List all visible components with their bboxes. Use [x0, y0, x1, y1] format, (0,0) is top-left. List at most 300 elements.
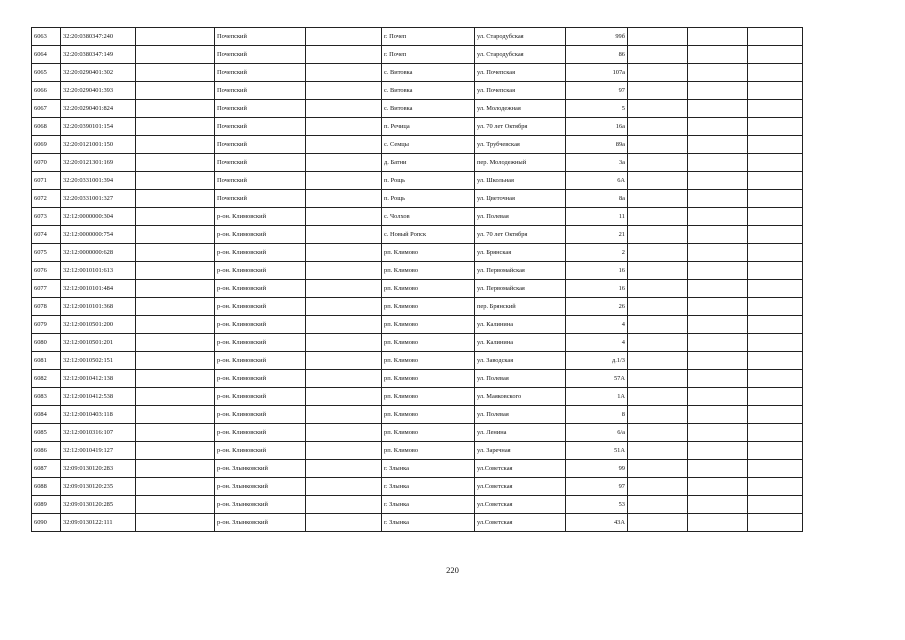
- locality-cell: с. Витовка: [382, 64, 475, 82]
- empty-cell: [748, 460, 803, 478]
- empty-cell: [628, 370, 688, 388]
- empty-cell: [628, 496, 688, 514]
- table-row: [32, 64, 803, 82]
- empty-cell: [306, 352, 382, 370]
- house-number-cell: 3а: [566, 154, 628, 172]
- locality-cell: г. Почеп: [382, 28, 475, 46]
- empty-cell: [628, 100, 688, 118]
- street-cell: ул. Стародубская: [475, 28, 566, 46]
- cadastral-number-cell: 32:12:0010101:613: [61, 262, 136, 280]
- locality-cell: г. Злынка: [382, 496, 475, 514]
- row-number-cell: 6073: [32, 208, 61, 226]
- empty-cell: [136, 82, 215, 100]
- house-number-cell: 5: [566, 100, 628, 118]
- empty-cell: [748, 226, 803, 244]
- page-number: 220: [446, 565, 459, 575]
- cadastral-number-cell: 32:20:0290401:302: [61, 64, 136, 82]
- house-number-cell: 6/а: [566, 424, 628, 442]
- table-row: [32, 28, 803, 46]
- street-cell: ул. Полевая: [475, 406, 566, 424]
- empty-cell: [688, 190, 748, 208]
- cadastral-number-cell: 32:12:0000000:628: [61, 244, 136, 262]
- cadastral-number-cell: 32:09:0130120:283: [61, 460, 136, 478]
- empty-cell: [688, 28, 748, 46]
- locality-cell: г. Злынка: [382, 478, 475, 496]
- row-number-cell: 6072: [32, 190, 61, 208]
- empty-cell: [306, 514, 382, 532]
- empty-cell: [306, 100, 382, 118]
- house-number-cell: 43А: [566, 514, 628, 532]
- table-row: [32, 226, 803, 244]
- street-cell: ул. Почепская: [475, 64, 566, 82]
- empty-cell: [136, 226, 215, 244]
- row-number-cell: 6079: [32, 316, 61, 334]
- empty-cell: [306, 226, 382, 244]
- empty-cell: [628, 442, 688, 460]
- row-number-cell: 6063: [32, 28, 61, 46]
- cadastral-number-cell: 32:20:0331001:394: [61, 172, 136, 190]
- table-row: [32, 352, 803, 370]
- house-number-cell: 99: [566, 460, 628, 478]
- house-number-cell: 53: [566, 496, 628, 514]
- house-number-cell: 57А: [566, 370, 628, 388]
- empty-cell: [688, 514, 748, 532]
- row-number-cell: 6087: [32, 460, 61, 478]
- empty-cell: [136, 514, 215, 532]
- empty-cell: [628, 154, 688, 172]
- empty-cell: [748, 28, 803, 46]
- locality-cell: п. Рощь: [382, 172, 475, 190]
- house-number-cell: 8: [566, 406, 628, 424]
- empty-cell: [748, 136, 803, 154]
- district-cell: Почепский: [215, 154, 306, 172]
- locality-cell: рп. Климово: [382, 406, 475, 424]
- locality-cell: п. Рощь: [382, 190, 475, 208]
- empty-cell: [628, 280, 688, 298]
- empty-cell: [748, 46, 803, 64]
- table-row: [32, 388, 803, 406]
- empty-cell: [136, 388, 215, 406]
- row-number-cell: 6086: [32, 442, 61, 460]
- empty-cell: [306, 298, 382, 316]
- district-cell: р-он. Климовский: [215, 370, 306, 388]
- empty-cell: [688, 64, 748, 82]
- empty-cell: [136, 118, 215, 136]
- empty-cell: [748, 154, 803, 172]
- table-row: [32, 334, 803, 352]
- house-number-cell: 16а: [566, 118, 628, 136]
- district-cell: р-он. Климовский: [215, 298, 306, 316]
- empty-cell: [748, 262, 803, 280]
- empty-cell: [688, 262, 748, 280]
- table-body: [32, 28, 803, 532]
- cadastral-number-cell: 32:12:0010101:484: [61, 280, 136, 298]
- street-cell: ул. Калинина: [475, 316, 566, 334]
- empty-cell: [688, 136, 748, 154]
- empty-cell: [748, 298, 803, 316]
- district-cell: р-он. Злынковский: [215, 496, 306, 514]
- house-number-cell: 11: [566, 208, 628, 226]
- empty-cell: [688, 82, 748, 100]
- street-cell: ул. Почепская: [475, 82, 566, 100]
- empty-cell: [688, 298, 748, 316]
- table-row: [32, 424, 803, 442]
- house-number-cell: 86: [566, 46, 628, 64]
- locality-cell: с. Витовка: [382, 82, 475, 100]
- empty-cell: [688, 334, 748, 352]
- empty-cell: [136, 208, 215, 226]
- district-cell: Почепский: [215, 100, 306, 118]
- cadastral-number-cell: 32:12:0000000:304: [61, 208, 136, 226]
- street-cell: ул. Брянская: [475, 244, 566, 262]
- table-row: [32, 190, 803, 208]
- empty-cell: [748, 118, 803, 136]
- cadastral-number-cell: 32:12:0010412:138: [61, 370, 136, 388]
- district-cell: р-он. Климовский: [215, 334, 306, 352]
- house-number-cell: 99б: [566, 28, 628, 46]
- empty-cell: [748, 208, 803, 226]
- empty-cell: [136, 406, 215, 424]
- empty-cell: [688, 118, 748, 136]
- house-number-cell: 8а: [566, 190, 628, 208]
- district-cell: р-он. Климовский: [215, 280, 306, 298]
- locality-cell: г. Злынка: [382, 460, 475, 478]
- empty-cell: [688, 442, 748, 460]
- empty-cell: [628, 478, 688, 496]
- locality-cell: с. Семцы: [382, 136, 475, 154]
- street-cell: ул. Первомайская: [475, 280, 566, 298]
- street-cell: ул. Полевая: [475, 370, 566, 388]
- cadastral-number-cell: 32:12:0010501:201: [61, 334, 136, 352]
- district-cell: Почепский: [215, 190, 306, 208]
- locality-cell: рп. Климово: [382, 370, 475, 388]
- empty-cell: [136, 442, 215, 460]
- house-number-cell: 6А: [566, 172, 628, 190]
- district-cell: р-он. Климовский: [215, 226, 306, 244]
- cadastral-number-cell: 32:09:0130120:285: [61, 496, 136, 514]
- district-cell: Почепский: [215, 82, 306, 100]
- empty-cell: [748, 244, 803, 262]
- cadastral-number-cell: 32:20:0331001:327: [61, 190, 136, 208]
- empty-cell: [136, 244, 215, 262]
- table-row: [32, 118, 803, 136]
- street-cell: ул. Ленина: [475, 424, 566, 442]
- locality-cell: рп. Климово: [382, 316, 475, 334]
- street-cell: ул. Калинина: [475, 334, 566, 352]
- row-number-cell: 6065: [32, 64, 61, 82]
- locality-cell: рп. Климово: [382, 280, 475, 298]
- house-number-cell: 4: [566, 316, 628, 334]
- row-number-cell: 6090: [32, 514, 61, 532]
- empty-cell: [136, 280, 215, 298]
- empty-cell: [136, 100, 215, 118]
- empty-cell: [306, 478, 382, 496]
- empty-cell: [748, 82, 803, 100]
- row-number-cell: 6080: [32, 334, 61, 352]
- empty-cell: [688, 388, 748, 406]
- empty-cell: [688, 424, 748, 442]
- row-number-cell: 6076: [32, 262, 61, 280]
- empty-cell: [688, 208, 748, 226]
- cadastral-number-cell: 32:20:0380347:240: [61, 28, 136, 46]
- street-cell: ул. Заводская: [475, 352, 566, 370]
- empty-cell: [136, 154, 215, 172]
- table-row: [32, 442, 803, 460]
- empty-cell: [306, 280, 382, 298]
- cadastral-number-cell: 32:20:0380347:149: [61, 46, 136, 64]
- row-number-cell: 6074: [32, 226, 61, 244]
- house-number-cell: 51А: [566, 442, 628, 460]
- row-number-cell: 6078: [32, 298, 61, 316]
- empty-cell: [306, 460, 382, 478]
- row-number-cell: 6084: [32, 406, 61, 424]
- empty-cell: [306, 262, 382, 280]
- empty-cell: [136, 352, 215, 370]
- empty-cell: [306, 424, 382, 442]
- empty-cell: [306, 28, 382, 46]
- table-row: [32, 316, 803, 334]
- empty-cell: [306, 136, 382, 154]
- empty-cell: [306, 64, 382, 82]
- empty-cell: [628, 514, 688, 532]
- empty-cell: [628, 334, 688, 352]
- empty-cell: [748, 406, 803, 424]
- empty-cell: [136, 136, 215, 154]
- empty-cell: [628, 424, 688, 442]
- row-number-cell: 6069: [32, 136, 61, 154]
- row-number-cell: 6088: [32, 478, 61, 496]
- district-cell: р-он. Климовский: [215, 442, 306, 460]
- house-number-cell: 107а: [566, 64, 628, 82]
- district-cell: Почепский: [215, 46, 306, 64]
- empty-cell: [306, 406, 382, 424]
- table-row: [32, 298, 803, 316]
- empty-cell: [748, 478, 803, 496]
- empty-cell: [136, 46, 215, 64]
- table-row: [32, 208, 803, 226]
- cadastral-number-cell: 32:12:0010502:151: [61, 352, 136, 370]
- empty-cell: [628, 64, 688, 82]
- empty-cell: [306, 208, 382, 226]
- house-number-cell: 2: [566, 244, 628, 262]
- cadastral-number-cell: 32:12:0010403:118: [61, 406, 136, 424]
- empty-cell: [748, 190, 803, 208]
- cadastral-number-cell: 32:12:0010419:127: [61, 442, 136, 460]
- street-cell: ул. 70 лет Октября: [475, 118, 566, 136]
- street-cell: ул.Советская: [475, 460, 566, 478]
- empty-cell: [748, 370, 803, 388]
- district-cell: Почепский: [215, 64, 306, 82]
- row-number-cell: 6068: [32, 118, 61, 136]
- locality-cell: с. Новый Ропск: [382, 226, 475, 244]
- row-number-cell: 6083: [32, 388, 61, 406]
- empty-cell: [748, 424, 803, 442]
- empty-cell: [306, 154, 382, 172]
- empty-cell: [628, 208, 688, 226]
- empty-cell: [136, 370, 215, 388]
- empty-cell: [136, 64, 215, 82]
- table-row: [32, 136, 803, 154]
- empty-cell: [306, 334, 382, 352]
- empty-cell: [306, 316, 382, 334]
- locality-cell: г. Почеп: [382, 46, 475, 64]
- street-cell: ул. Стародубская: [475, 46, 566, 64]
- empty-cell: [136, 478, 215, 496]
- empty-cell: [688, 478, 748, 496]
- table-row: [32, 370, 803, 388]
- table-row: [32, 100, 803, 118]
- empty-cell: [748, 514, 803, 532]
- table-row: [32, 82, 803, 100]
- row-number-cell: 6071: [32, 172, 61, 190]
- street-cell: ул. Цветочная: [475, 190, 566, 208]
- empty-cell: [748, 352, 803, 370]
- empty-cell: [688, 496, 748, 514]
- street-cell: ул. Школьная: [475, 172, 566, 190]
- empty-cell: [306, 244, 382, 262]
- locality-cell: с. Витовка: [382, 100, 475, 118]
- locality-cell: п. Речица: [382, 118, 475, 136]
- cadastral-number-cell: 32:12:0000000:754: [61, 226, 136, 244]
- empty-cell: [306, 190, 382, 208]
- street-cell: пер. Брянский: [475, 298, 566, 316]
- table-row: [32, 514, 803, 532]
- cadastral-number-cell: 32:09:0130120:235: [61, 478, 136, 496]
- cadastral-number-cell: 32:12:0010101:368: [61, 298, 136, 316]
- empty-cell: [748, 280, 803, 298]
- cadastral-number-cell: 32:20:0390101:154: [61, 118, 136, 136]
- locality-cell: рп. Климово: [382, 334, 475, 352]
- row-number-cell: 6077: [32, 280, 61, 298]
- empty-cell: [688, 316, 748, 334]
- house-number-cell: 1А: [566, 388, 628, 406]
- locality-cell: рп. Климово: [382, 424, 475, 442]
- locality-cell: рп. Климово: [382, 298, 475, 316]
- empty-cell: [688, 280, 748, 298]
- row-number-cell: 6085: [32, 424, 61, 442]
- house-number-cell: 16: [566, 262, 628, 280]
- table-row: [32, 496, 803, 514]
- house-number-cell: 4: [566, 334, 628, 352]
- empty-cell: [628, 136, 688, 154]
- table-row: [32, 460, 803, 478]
- district-cell: р-он. Климовский: [215, 352, 306, 370]
- district-cell: р-он. Злынковский: [215, 460, 306, 478]
- empty-cell: [688, 244, 748, 262]
- empty-cell: [688, 352, 748, 370]
- district-cell: р-он. Злынковский: [215, 514, 306, 532]
- empty-cell: [628, 46, 688, 64]
- row-number-cell: 6067: [32, 100, 61, 118]
- locality-cell: рп. Климово: [382, 352, 475, 370]
- street-cell: ул.Советская: [475, 496, 566, 514]
- registry-table: [31, 27, 803, 532]
- locality-cell: рп. Климово: [382, 388, 475, 406]
- empty-cell: [306, 118, 382, 136]
- district-cell: Почепский: [215, 136, 306, 154]
- locality-cell: рп. Климово: [382, 262, 475, 280]
- empty-cell: [748, 316, 803, 334]
- empty-cell: [628, 226, 688, 244]
- empty-cell: [688, 46, 748, 64]
- house-number-cell: 89а: [566, 136, 628, 154]
- empty-cell: [748, 388, 803, 406]
- cadastral-number-cell: 32:20:0121301:169: [61, 154, 136, 172]
- empty-cell: [628, 190, 688, 208]
- empty-cell: [628, 28, 688, 46]
- row-number-cell: 6066: [32, 82, 61, 100]
- empty-cell: [306, 370, 382, 388]
- row-number-cell: 6064: [32, 46, 61, 64]
- street-cell: ул.Советская: [475, 478, 566, 496]
- row-number-cell: 6075: [32, 244, 61, 262]
- house-number-cell: 97: [566, 478, 628, 496]
- empty-cell: [688, 100, 748, 118]
- cadastral-number-cell: 32:20:0290401:393: [61, 82, 136, 100]
- empty-cell: [688, 226, 748, 244]
- district-cell: р-он. Климовский: [215, 406, 306, 424]
- row-number-cell: 6070: [32, 154, 61, 172]
- house-number-cell: 97: [566, 82, 628, 100]
- empty-cell: [628, 118, 688, 136]
- empty-cell: [628, 460, 688, 478]
- table-row: [32, 172, 803, 190]
- cadastral-number-cell: 32:12:0010316:107: [61, 424, 136, 442]
- empty-cell: [748, 100, 803, 118]
- empty-cell: [136, 334, 215, 352]
- street-cell: ул. Первомайская: [475, 262, 566, 280]
- row-number-cell: 6082: [32, 370, 61, 388]
- empty-cell: [136, 172, 215, 190]
- empty-cell: [628, 298, 688, 316]
- street-cell: ул. Полевая: [475, 208, 566, 226]
- locality-cell: рп. Климово: [382, 442, 475, 460]
- empty-cell: [628, 82, 688, 100]
- locality-cell: с. Чолхов: [382, 208, 475, 226]
- row-number-cell: 6089: [32, 496, 61, 514]
- street-cell: ул. Заречная: [475, 442, 566, 460]
- street-cell: ул. Молодежная: [475, 100, 566, 118]
- empty-cell: [628, 352, 688, 370]
- street-cell: ул. 70 лет Октября: [475, 226, 566, 244]
- district-cell: Почепский: [215, 172, 306, 190]
- empty-cell: [136, 424, 215, 442]
- empty-cell: [688, 460, 748, 478]
- house-number-cell: 21: [566, 226, 628, 244]
- district-cell: р-он. Климовский: [215, 244, 306, 262]
- district-cell: Почепский: [215, 118, 306, 136]
- cadastral-number-cell: 32:12:0010412:538: [61, 388, 136, 406]
- district-cell: р-он. Климовский: [215, 208, 306, 226]
- street-cell: пер. Молодежный: [475, 154, 566, 172]
- district-cell: р-он. Климовский: [215, 424, 306, 442]
- cadastral-number-cell: 32:09:0130122:111: [61, 514, 136, 532]
- district-cell: р-он. Климовский: [215, 316, 306, 334]
- empty-cell: [748, 334, 803, 352]
- empty-cell: [136, 28, 215, 46]
- empty-cell: [136, 262, 215, 280]
- district-cell: Почепский: [215, 28, 306, 46]
- empty-cell: [748, 64, 803, 82]
- locality-cell: д. Батни: [382, 154, 475, 172]
- house-number-cell: 26: [566, 298, 628, 316]
- cadastral-number-cell: 32:20:0121001:150: [61, 136, 136, 154]
- empty-cell: [136, 316, 215, 334]
- empty-cell: [306, 496, 382, 514]
- empty-cell: [306, 82, 382, 100]
- table-row: [32, 154, 803, 172]
- street-cell: ул.Советская: [475, 514, 566, 532]
